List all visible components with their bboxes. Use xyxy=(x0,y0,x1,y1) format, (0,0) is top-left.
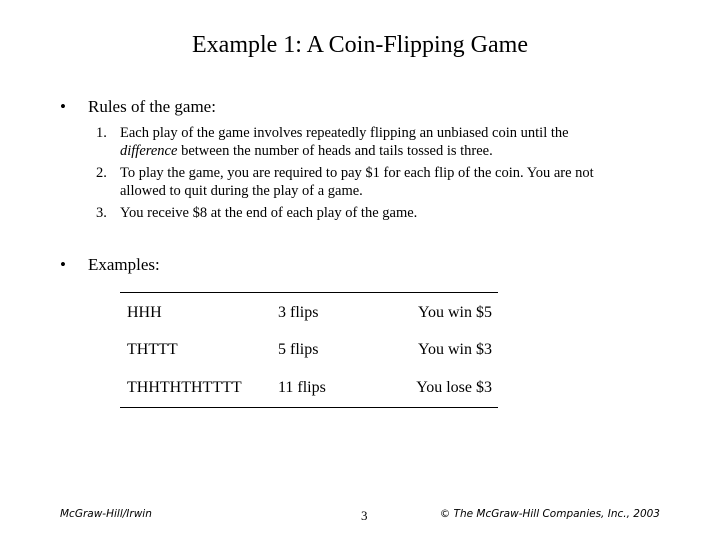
rule-text-line xyxy=(120,143,676,161)
examples-heading: Examples: xyxy=(88,255,160,274)
footer-page-number: 3 xyxy=(361,508,368,523)
rule-number: 3. xyxy=(96,205,107,221)
table-row xyxy=(120,339,498,361)
footer-publisher: McGraw-Hill/Irwin xyxy=(60,508,152,520)
table-row xyxy=(120,302,498,324)
game-result: You win $3 xyxy=(418,341,492,358)
rule-text-line: You receive $8 at the end of each play of the game. xyxy=(120,205,418,221)
bullet-dot: • xyxy=(60,97,66,116)
rules-heading: Rules of the game: xyxy=(88,97,216,116)
rules-list xyxy=(96,125,676,228)
game-result: You win $5 xyxy=(418,304,492,321)
rule-item xyxy=(96,125,676,160)
rule-item xyxy=(96,205,676,223)
flip-sequence: THTTT xyxy=(127,341,178,358)
rule-emphasis: difference xyxy=(120,142,178,159)
flip-count: 3 flips xyxy=(278,304,319,321)
flip-count: 5 flips xyxy=(278,341,319,358)
table-row xyxy=(120,377,498,399)
game-result: You lose $3 xyxy=(416,379,492,396)
rule-item xyxy=(96,165,676,200)
bullet-dot: • xyxy=(60,255,66,274)
rule-number: 1. xyxy=(96,125,107,141)
flip-sequence: HHH xyxy=(127,304,162,321)
footer-copyright: © The McGraw-Hill Companies, Inc., 2003 xyxy=(439,508,660,520)
rule-text-rest: between the number of heads and tails tossed is three. xyxy=(177,142,493,159)
rule-text-line: allowed to quit during the play of a game. xyxy=(120,182,363,199)
rule-number: 2. xyxy=(96,165,107,181)
rule-text-line: Each play of the game involves repeatedly flipping an unbiased coin until the xyxy=(120,125,569,141)
examples-table xyxy=(120,292,498,408)
slide-title: Example 1: A Coin-Flipping Game xyxy=(192,32,528,58)
flip-sequence: THHTHTHTTTT xyxy=(127,379,242,396)
rule-text-line: To play the game, you are required to pay $1 for each flip of the coin. You are not xyxy=(120,165,594,181)
flip-count: 11 flips xyxy=(278,379,326,396)
